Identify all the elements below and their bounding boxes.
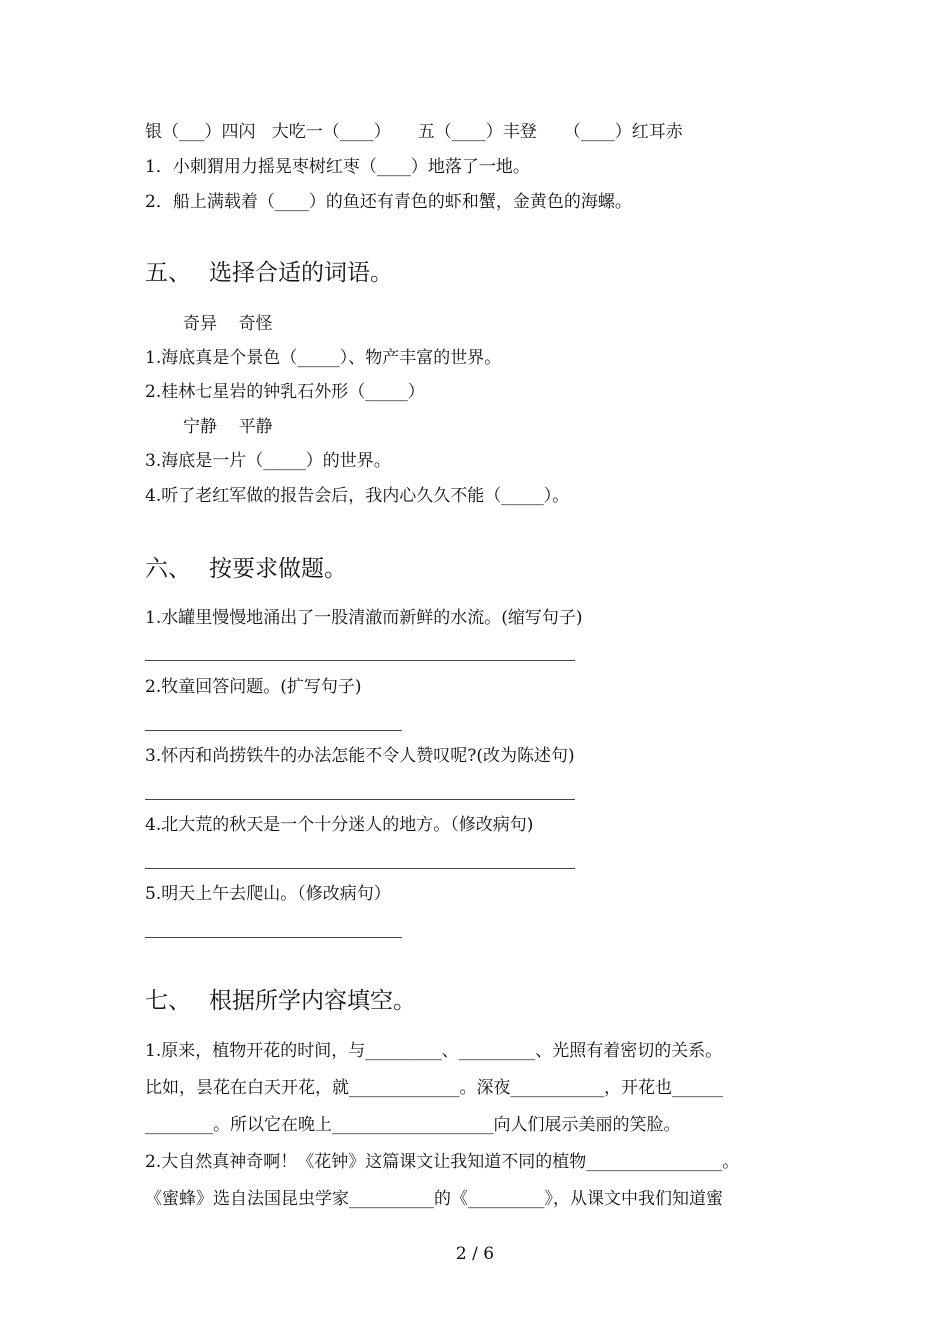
section-5-heading [145, 262, 393, 285]
answer-line-4[interactable] [145, 868, 575, 869]
question-5-2: 2.桂林七星岩的钟乳石外形（_____） [145, 382, 425, 402]
section-6-title: 按要求做题。 [209, 556, 347, 582]
sentence-fill-2: 2．船上满载着（____）的鱼还有青色的虾和蟹，金黄色的海螺。 [145, 192, 632, 212]
word-choices-1: 奇异 奇怪 [183, 314, 273, 334]
section-7-number: 七、 [145, 988, 191, 1014]
question-6-2: 2.牧童回答问题。(扩写句子) [145, 677, 362, 697]
answer-line-2[interactable] [145, 730, 402, 731]
question-6-3: 3.怀丙和尚捞铁牛的办法怎能不令人赞叹呢?(改为陈述句) [145, 746, 575, 766]
question-6-4: 4.北大荒的秋天是一个十分迷人的地方。（修改病句) [145, 815, 534, 835]
section-6-number: 六、 [145, 556, 191, 582]
question-6-5: 5.明天上午去爬山。（修改病句） [145, 884, 391, 904]
page-number: 2 / 6 [455, 1244, 495, 1264]
section-7-title: 根据所学内容填空。 [209, 988, 416, 1014]
idiom-fill-line: 银（___）四闪 大吃一（____） 五（____）丰登 （____）红耳赤 [145, 122, 683, 142]
fill-line-7-4: 2.大自然真神奇啊！《花钟》这篇课文让我知道不同的植物________________。 [145, 1152, 740, 1172]
question-5-1: 1.海底真是个景色（_____）、物产丰富的世界。 [145, 348, 502, 368]
question-6-1: 1.水罐里慢慢地涌出了一股清澈而新鲜的水流。(缩写句子) [145, 608, 583, 628]
answer-line-3[interactable] [145, 799, 575, 800]
fill-line-7-3: ________。所以它在晚上___________________向人们展示美丽的笑脸。 [145, 1115, 681, 1135]
answer-line-1[interactable] [145, 660, 575, 661]
section-5-number: 五、 [145, 260, 191, 286]
word-choices-2: 宁静 平静 [183, 417, 273, 437]
section-7-heading [145, 990, 416, 1013]
fill-line-7-2: 比如，昙花在白天开花，就_____________。深夜___________，开花也______ [145, 1078, 723, 1098]
fill-line-7-1: 1.原来，植物开花的时间，与_________、_________、光照有着密切的关系。 [145, 1041, 723, 1061]
sentence-fill-1: 1．小刺猬用力摇晃枣树红枣（____）地落了一地。 [145, 157, 530, 177]
section-6-heading [145, 558, 347, 581]
question-5-4: 4.听了老红军做的报告会后，我内心久久不能（_____）。 [145, 486, 570, 506]
question-5-3: 3.海底是一片（_____）的世界。 [145, 451, 391, 471]
section-5-title: 选择合适的词语。 [209, 260, 393, 286]
answer-line-5[interactable] [145, 937, 402, 938]
fill-line-7-5: 《蜜蜂》选自法国昆虫学家__________的《_________》，从课文中我们知道蜜 [145, 1189, 723, 1209]
